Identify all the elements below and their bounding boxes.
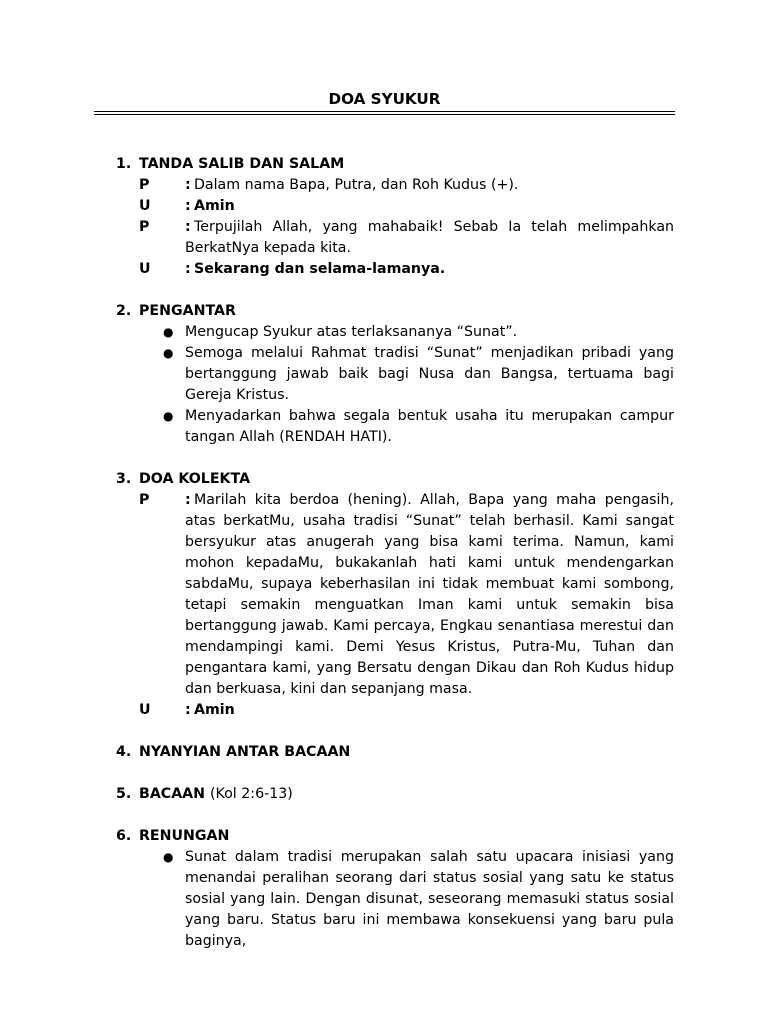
section-heading <box>0 301 768 322</box>
bullet-icon: ● <box>163 409 174 423</box>
speaker-colon: : <box>185 492 191 508</box>
speaker-colon: : <box>185 198 191 214</box>
section-number: 6. <box>116 828 132 844</box>
dialog-text: Dalam nama Bapa, Putra, dan Roh Kudus (+). <box>194 177 519 193</box>
bullet-item <box>0 406 768 448</box>
section-title: PENGANTAR <box>139 303 236 319</box>
speaker-label: U <box>139 198 151 214</box>
section-heading <box>0 784 768 805</box>
bullet-text: Semoga melalui Rahmat tradisi “Sunat” menjadikan pribadi yang bertanggung jawab baik bagi Nusa dan Bangsa, tertuama bagi Gereja Kristus. <box>185 345 674 403</box>
section-heading <box>0 469 768 490</box>
section-title: RENUNGAN <box>139 828 230 844</box>
document-title: DOA SYUKUR <box>328 90 441 108</box>
speaker-colon: : <box>185 219 191 235</box>
reading-reference: (Kol 2:6-13) <box>210 786 293 802</box>
section-doa-kolekta <box>0 469 768 721</box>
section-number: 2. <box>116 303 132 319</box>
section-bacaan <box>0 784 768 805</box>
dialog-row <box>0 196 768 217</box>
speaker-colon: : <box>185 261 191 277</box>
dialog-row <box>0 175 768 196</box>
title-underline-bottom <box>94 114 675 115</box>
dialog-text: Terpujilah Allah, yang mahabaik! Sebab Ia telah melimpahkan BerkatNya kepada kita. <box>185 219 674 256</box>
speaker-label: P <box>139 219 150 235</box>
section-number: 3. <box>116 471 132 487</box>
bullet-icon: ● <box>163 850 174 864</box>
dialog-text: Amin <box>194 198 235 214</box>
section-title-group <box>139 784 293 805</box>
section-title: BACAAN <box>139 786 206 802</box>
bullet-text: Sunat dalam tradisi merupakan salah satu upacara inisiasi yang menandai peralihan seorang dari status sosial yang satu ke status sosial yang lain. Dengan disunat, seseorang memasuki status sosial yang baru. Status baru ini membawa konsekuensi yang baru pula baginya, <box>185 849 674 949</box>
section-heading <box>0 826 768 847</box>
bullet-text: Menyadarkan bahwa segala bentuk usaha itu merupakan campur tangan Allah (RENDAH HATI). <box>185 408 674 445</box>
bullet-item <box>0 343 768 406</box>
section-heading <box>0 742 768 763</box>
dialog-row <box>0 217 768 259</box>
dialog-text: Sekarang dan selama-lamanya. <box>194 261 446 277</box>
speaker-label: P <box>139 177 150 193</box>
speaker-label: U <box>139 261 151 277</box>
bullet-item <box>0 847 768 952</box>
section-title: DOA KOLEKTA <box>139 471 251 487</box>
bullet-icon: ● <box>163 346 174 360</box>
section-number: 5. <box>116 786 132 802</box>
section-heading <box>0 154 768 175</box>
dialog-text: Marilah kita berdoa (hening). Allah, Bapa yang maha pengasih, atas berkatMu, usaha tradisi “Sunat” telah berhasil. Kami sangat bersyukur atas anugerah yang bisa kami terima. Namun, kami mohon kepadaMu, bukakanlah hati kami untuk mendengarkan sabdaMu, supaya keberhasilan ini tidak membuat kami sombong, tetapi semakin menguatkan Iman kami untuk semakin bisa bertanggung jawab. Kami percaya, Engkau senantiasa merestui dan mendampingi kami. Demi Yesus Kristus, Putra-Mu, Tuhan dan pengantara kami, yang Bersatu dengan Dikau dan Roh Kudus hidup dan berkuasa, kini dan sepanjang masa. <box>185 492 674 697</box>
speaker-label: U <box>139 702 151 718</box>
speaker-colon: : <box>185 702 191 718</box>
dialog-text: Amin <box>194 702 235 718</box>
document-body <box>0 154 768 973</box>
section-tanda-salib <box>0 154 768 280</box>
section-renungan <box>0 826 768 952</box>
section-nyanyian <box>0 742 768 763</box>
section-number: 4. <box>116 744 132 760</box>
section-title: NYANYIAN ANTAR BACAAN <box>139 744 351 760</box>
section-number: 1. <box>116 156 132 172</box>
speaker-label: P <box>139 492 150 508</box>
speaker-colon: : <box>185 177 191 193</box>
dialog-row <box>0 490 768 700</box>
dialog-row <box>0 700 768 721</box>
section-title: TANDA SALIB DAN SALAM <box>139 156 345 172</box>
bullet-icon: ● <box>163 325 174 339</box>
dialog-row <box>0 259 768 280</box>
title-underline-top <box>94 111 675 112</box>
bullet-item <box>0 322 768 343</box>
section-pengantar <box>0 301 768 448</box>
bullet-text: Mengucap Syukur atas terlaksananya “Sunat”. <box>185 324 518 340</box>
